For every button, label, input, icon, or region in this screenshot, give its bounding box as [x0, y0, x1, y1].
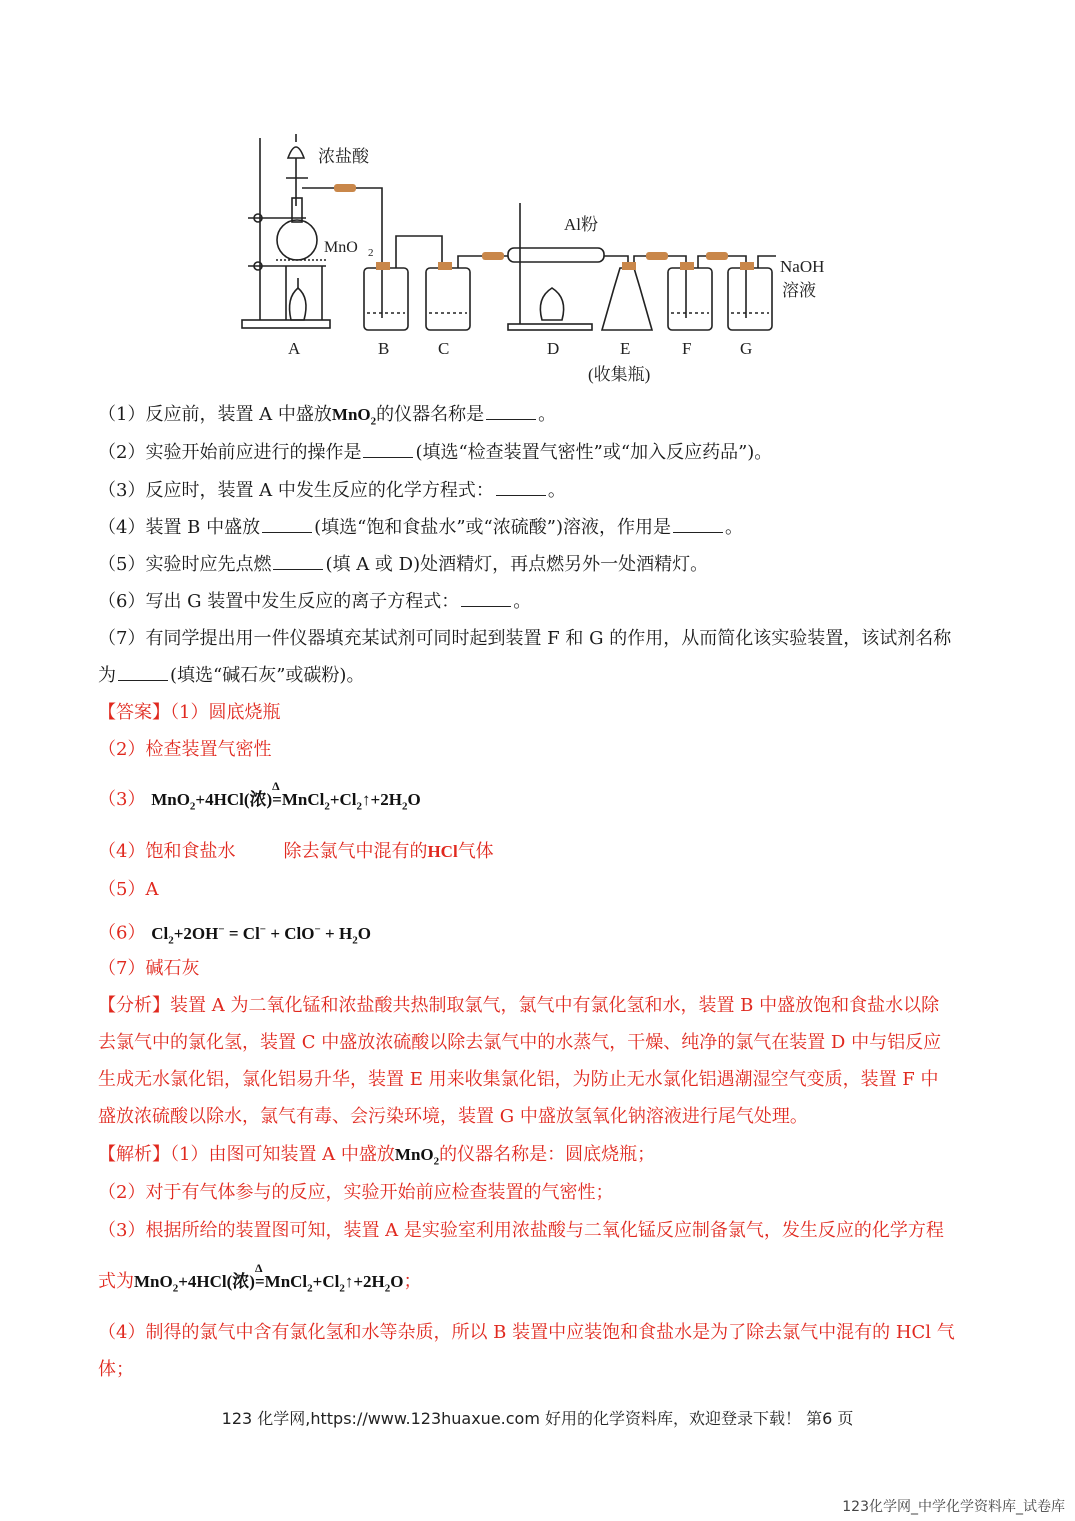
question-5: （5）实验时应先点燃 (填 A 或 D)处酒精灯，再点燃另外一处酒精灯。: [98, 554, 709, 575]
label-f: F: [682, 339, 692, 358]
label-mno2: MnO: [324, 239, 358, 256]
answer-5: （5）A: [98, 879, 159, 900]
blank: [673, 516, 723, 533]
label-collector: (收集瓶): [588, 365, 651, 384]
answer-4: （4）饱和食盐水 除去氯气中混有的HCl气体: [98, 841, 494, 862]
blank: [262, 516, 312, 533]
label-hcl: 浓盐酸: [318, 147, 369, 166]
explain-4-cont: 体；: [98, 1359, 134, 1380]
answer-7: （7）碱石灰: [98, 958, 200, 979]
analysis-line-4: 盛放浓硫酸以除水，氯气有毒、会污染环境，装置 G 中盛放氢氧化钠溶液进行尾气处理。: [98, 1106, 808, 1127]
answer-1: 【答案】（1）圆底烧瓶: [98, 702, 281, 723]
explain-3: （3）根据所给的装置图可知，装置 A 是实验室利用浓盐酸与二氧化锰反应制备氯气，发生反应的化学方程: [98, 1220, 944, 1241]
answer-6-formula: $Cl_2+2OH^- = Cl^- + ClO^- + H_2O$: [151, 923, 371, 947]
analysis-line-1: 【分析】装置 A 为二氧化锰和浓盐酸共热制取氯气，氯气中有氯化氢和水，装置 B 中盛放饱和食盐水以除: [98, 995, 940, 1016]
question-6: （6）写出 G 装置中发生反应的离子方程式： 。: [98, 591, 532, 612]
analysis-line-3: 生成无水氯化铝，氯化铝易升华，装置 E 用来收集氯化铝，为防止无水氯化铝遇潮湿空气变质，装置 F 中: [98, 1069, 939, 1090]
explain-3-cont: 式为MnO$_2$+4HCl(浓) Δ $=MnCl_2+Cl_2↑+2H_2O$；: [98, 1261, 422, 1295]
watermark-text: 123化学网_中学化学资料库_试卷库: [842, 1499, 1065, 1515]
answer-6: （6） $Cl_2+2OH^- = Cl^- + ClO^- + H_2O$: [98, 922, 371, 947]
label-b: B: [378, 339, 390, 358]
question-1: （1）反应前，装置 A 中盛放MnO$_2$的仪器名称是 。: [98, 404, 557, 428]
label-d: D: [547, 339, 560, 358]
label-mno2-sub: 2: [368, 247, 374, 259]
question-2: （2）实验开始前应进行的操作是 (填选“检查装置气密性”或“加入反应药品”)。: [98, 442, 773, 463]
blank: [118, 664, 168, 681]
blank: [486, 403, 536, 420]
explain-1: 【解析】（1）由图可知装置 A 中盛放MnO$_2$的仪器名称是：圆底烧瓶；: [98, 1144, 656, 1168]
question-7: （7）有同学提出用一件仪器填充某试剂可同时起到装置 F 和 G 的作用，从而简化该实验装置，该试剂名称: [98, 628, 952, 649]
question-3: （3）反应时，装置 A 中发生反应的化学方程式： 。: [98, 480, 566, 501]
label-a: A: [288, 339, 301, 358]
label-solution: 溶液: [782, 281, 816, 300]
answer-3-formula: MnO$_2$+4HCl(浓) Δ $=MnCl_2+Cl_2↑+2H_2O$: [151, 779, 421, 813]
question-7-cont: 为 (填选“碱石灰”或碳粉)。: [98, 665, 365, 686]
apparatus-diagram: [236, 128, 856, 390]
label-e: E: [620, 339, 631, 358]
analysis-line-2: 去氯气中的氯化氢，装置 C 中盛放浓硫酸以除去氯气中的水蒸气，干燥、纯净的氯气在装置 D 中与铝反应: [98, 1032, 942, 1053]
explain-4: （4）制得的氯气中含有氯化氢和水等杂质，所以 B 装置中应装饱和食盐水是为了除去氯气中混有的 HCl 气: [98, 1322, 955, 1343]
q1-text: （1）反应前，装置 A 中盛放: [98, 404, 332, 425]
blank: [496, 479, 546, 496]
blank: [363, 441, 413, 458]
page-footer: 123 化学网,https://www.123huaxue.com 好用的化学资料库，欢迎登录下载！ 第6 页: [221, 1409, 854, 1428]
question-4: （4）装置 B 中盛放 (填选“饱和食盐水”或“浓硫酸”)溶液，作用是 。: [98, 517, 743, 538]
explain-2: （2）对于有气体参与的反应，实验开始前应检查装置的气密性；: [98, 1182, 614, 1203]
blank: [273, 553, 323, 570]
blank: [461, 590, 511, 607]
label-c: C: [438, 339, 450, 358]
answer-3: （3） MnO$_2$+4HCl(浓) Δ $=MnCl_2+Cl_2↑+2H_2O$: [98, 779, 421, 813]
answer-2: （2）检查装置气密性: [98, 739, 272, 760]
q1-formula: MnO$_2$: [331, 405, 377, 428]
label-al: Al粉: [564, 215, 598, 234]
q1-text-b: 的仪器名称是: [376, 404, 485, 425]
label-naoh: NaOH: [780, 257, 825, 276]
label-g: G: [740, 339, 753, 358]
